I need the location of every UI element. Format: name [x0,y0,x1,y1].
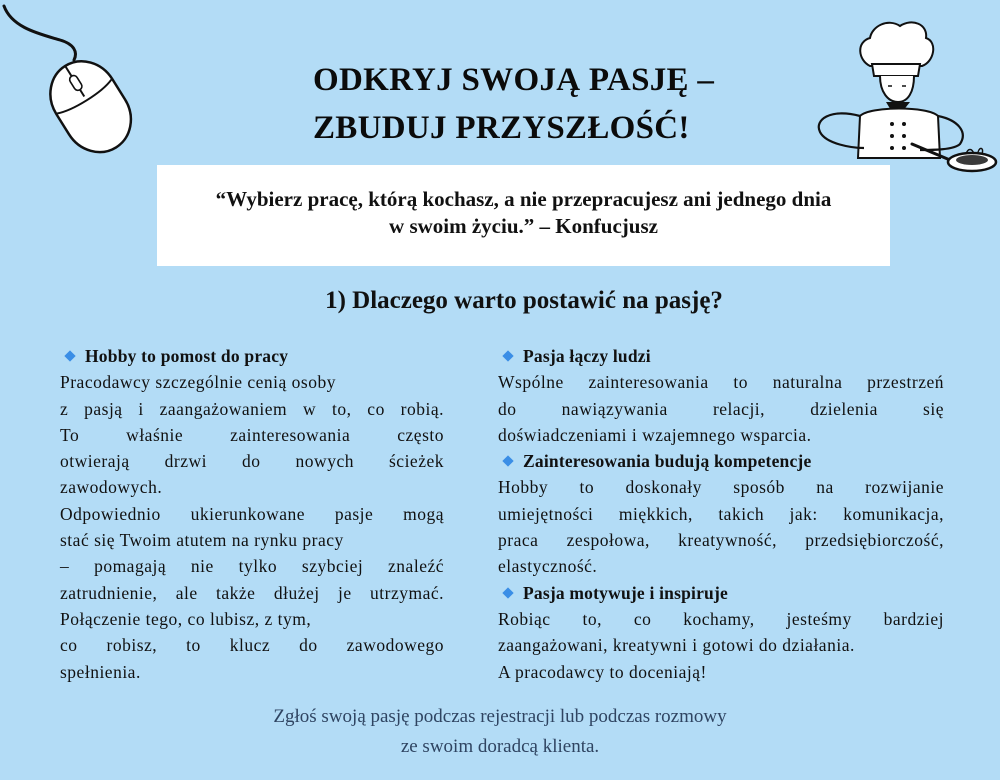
body-line: do nawiązywania relacji, dzielenia się [498,398,944,419]
item-heading [60,343,444,369]
body-line: zatrudnienie, ale także dłużej je utrzymać. [60,582,444,603]
title-line-2: ZBUDUJ PRZYSZŁOŚĆ! [313,110,690,146]
chef-with-pan-icon [800,8,1000,183]
body-line: praca zespołowa, kreatywność, przedsiębiorczość, [498,530,944,551]
body-line: stać się Twoim atutem na rynku pracy [60,530,344,551]
cta-line-1: Zgłoś swoją pasję podczas rejestracji lub podczas rozmowy [273,706,727,727]
computer-mouse-icon [0,0,160,160]
body-line: elastyczność. [498,556,598,577]
item-heading-text: Pasja łączy ludzi [523,346,651,366]
item-heading-text: Pasja motywuje i inspiruje [523,582,728,603]
body-line: umiejętności miękkich, takich jak: komunikacja, [498,503,944,524]
diamond-bullet-icon [502,350,513,361]
right-column [498,343,944,685]
item-heading [498,448,944,474]
body-line: A pracodawcy to doceniają! [498,661,707,682]
section-heading-text: 1) Dlaczego warto postawić na pasję? [325,287,723,314]
body-line: zawodowych. [60,477,163,498]
body-line: co robisz, to klucz do zawodowego [60,635,444,656]
body-line: Pracodawcy szczególnie cenią osoby [60,372,336,393]
body-line: Hobby to doskonały sposób na rozwijanie [498,477,944,498]
body-line: Wspólne zainteresowania to naturalna przestrzeń [498,372,944,393]
body-line: Odpowiednio ukierunkowane pasje mogą [60,503,444,524]
body-line: spełnienia. [60,661,141,682]
diamond-bullet-icon [502,456,513,467]
body-line: – pomagają nie tylko szybciej znaleźć [60,556,444,577]
item-heading [498,343,944,369]
quote-text [164,186,884,240]
body-line: doświadczeniami i wzajemnego wsparcia. [498,424,812,445]
quote-box [157,165,890,266]
quote-line-2: w swoim życiu.” – Konfucjusz [389,214,658,238]
diamond-bullet-icon [64,350,75,361]
quote-line-1: “Wybierz pracę, którą kochasz, a nie przepracujesz ani jednego dnia [215,187,832,211]
body-line: z pasją i zaangażowaniem w to, co robią. [60,398,444,419]
title-line-1: ODKRYJ SWOJĄ PASJĘ – [313,62,715,98]
cta-line-2: ze swoim doradcą klienta. [400,736,600,757]
body-line: Robiąc to, co kochamy, jesteśmy bardziej [498,608,944,629]
left-column [60,343,444,685]
item-heading-text: Hobby to pomost do pracy [85,346,289,366]
body-line: To właśnie zainteresowania często [60,424,444,445]
section-heading [0,285,1000,317]
body-line: otwierają drzwi do nowych ścieżek [60,451,444,472]
item-heading-text: Zainteresowania budują kompetencje [523,451,812,472]
item-heading [498,580,944,606]
call-to-action [0,702,1000,762]
page-title [265,56,795,152]
diamond-bullet-icon [502,587,513,598]
body-line: zaangażowani, kreatywni i gotowi do działania. [498,635,855,656]
body-line: Połączenie tego, co lubisz, z tym, [60,608,312,629]
